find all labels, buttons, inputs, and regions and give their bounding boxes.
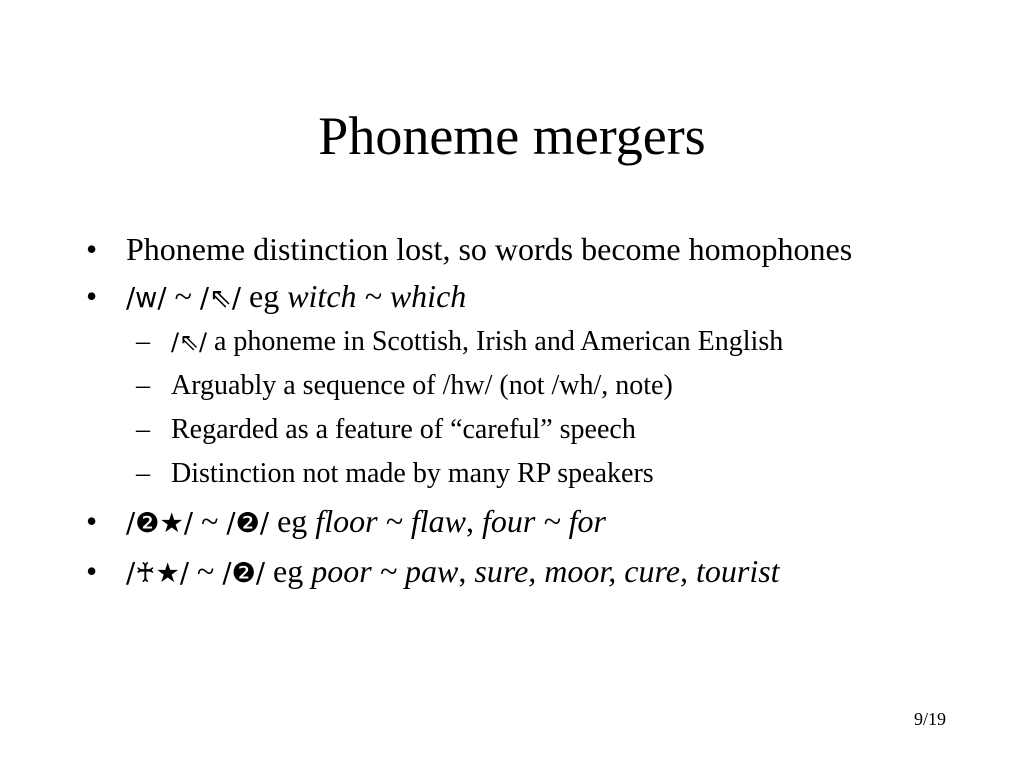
sub-bullet-item — [126, 412, 944, 448]
sub-bullet-text: a phoneme in Scottish, Irish and American English — [206, 326, 784, 357]
sub-bullet-list — [126, 324, 944, 492]
comma-separator: , — [465, 503, 482, 539]
bullet-list — [84, 228, 944, 595]
tilde-separator: ~ — [166, 278, 200, 314]
phoneme-symbol: /⇖/ — [199, 283, 241, 314]
dash-glyph: – — [136, 326, 150, 357]
slide-content — [84, 228, 944, 600]
example-words: sure, moor, cure, tourist — [474, 553, 780, 589]
example-words: poor ~ paw — [311, 553, 459, 589]
example-words: four ~ for — [481, 503, 606, 539]
phoneme-symbol: /⇖/ — [171, 328, 207, 356]
page-number: 9/19 — [913, 709, 946, 729]
comma-separator: , — [458, 553, 475, 589]
eg-label: eg — [265, 553, 312, 589]
dash-glyph: – — [136, 414, 150, 445]
phoneme-symbol: /❷/ — [222, 558, 266, 589]
sub-bullet-text: Distinction not made by many RP speakers — [171, 458, 654, 489]
sub-bullet-item — [126, 324, 944, 360]
bullet-item-w-merger — [84, 275, 944, 492]
phoneme-symbol: /w/ — [126, 283, 167, 314]
slide-title: Phoneme mergers — [318, 106, 706, 166]
sub-bullet-text: Regarded as a feature of “careful” speech — [171, 414, 636, 445]
tilde-separator: ~ — [356, 278, 390, 314]
example-word: witch — [287, 278, 357, 314]
example-word: which — [389, 278, 467, 314]
bullet-text: Phoneme distinction lost, so words become homophones — [126, 231, 853, 267]
phoneme-symbol: /❷/ — [226, 508, 270, 539]
bullet-item-floor-flaw — [84, 500, 944, 545]
sub-bullet-item — [126, 456, 944, 492]
phoneme-symbol: /❷★/ — [126, 508, 194, 539]
dash-glyph: – — [136, 458, 150, 489]
bullet-glyph: • — [86, 278, 98, 314]
sub-bullet-item — [126, 368, 944, 404]
bullet-item-poor-paw — [84, 550, 944, 595]
eg-label: eg — [240, 278, 288, 314]
bullet-item-homophones — [84, 228, 944, 270]
phoneme-symbol: /♰★/ — [126, 558, 190, 589]
bullet-glyph: • — [86, 231, 98, 267]
bullet-glyph: • — [86, 503, 98, 539]
tilde-separator: ~ — [189, 553, 223, 589]
example-words: floor ~ flaw — [315, 503, 466, 539]
bullet-glyph: • — [86, 553, 98, 589]
tilde-separator: ~ — [193, 503, 227, 539]
sub-bullet-text: Arguably a sequence of /hw/ (not /wh/, note) — [171, 370, 673, 401]
eg-label: eg — [269, 503, 316, 539]
dash-glyph: – — [136, 370, 150, 401]
